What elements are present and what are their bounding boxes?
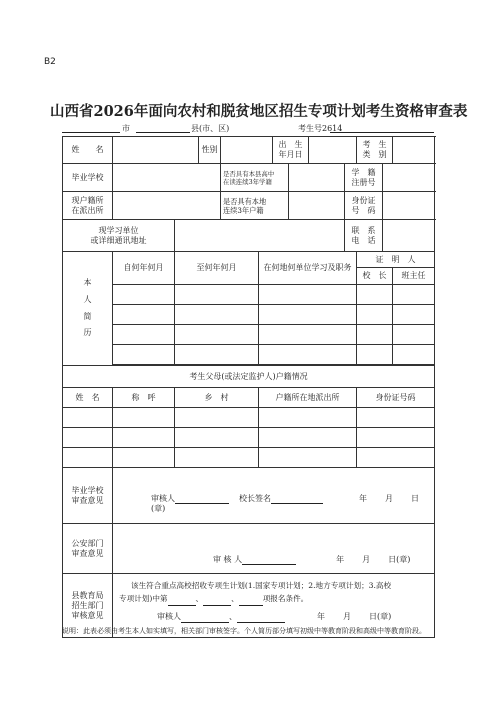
resume-cell[interactable] <box>175 285 259 305</box>
resume-label: 本 人 简 历 <box>63 252 113 366</box>
student-reg-field[interactable] <box>383 164 435 192</box>
parent-col-id: 身份证号码 <box>357 388 435 408</box>
id-no-label: 身份证 号 码 <box>345 192 383 220</box>
parent-cell[interactable] <box>357 428 435 448</box>
school-review-area[interactable] <box>113 468 435 524</box>
school-field[interactable] <box>113 164 221 192</box>
parent-cell[interactable] <box>113 408 175 428</box>
day-label: 日(章) <box>388 555 411 564</box>
parent-cell[interactable] <box>113 428 175 448</box>
county-underline <box>136 132 190 133</box>
parents-section-title: 考生父母(或法定监护人)户籍情况 <box>63 366 435 388</box>
plan-no-line-2[interactable] <box>203 597 231 606</box>
separator: 、 <box>195 593 204 603</box>
bureau-text-b2: 项报名条件。 <box>262 593 309 603</box>
resume-cell[interactable] <box>393 305 435 325</box>
resume-cell[interactable] <box>259 285 357 305</box>
resume-cell[interactable] <box>175 345 259 365</box>
resume-cell[interactable] <box>113 325 175 345</box>
parent-cell[interactable] <box>63 408 113 428</box>
school-reviewer-label: 审核人 <box>151 494 175 503</box>
bureau-text-b1: 专项计划)中第 <box>119 593 168 603</box>
month-label: 月 <box>343 611 351 621</box>
parent-col-name: 姓 名 <box>63 388 113 408</box>
school-reviewer-line[interactable] <box>175 495 229 504</box>
school-label: 毕业学校 <box>63 164 113 192</box>
resume-cell[interactable] <box>393 345 435 365</box>
parent-col-police: 户籍所在地派出所 <box>259 388 357 408</box>
resume-cell[interactable] <box>113 305 175 325</box>
page-code: B2 <box>44 57 56 67</box>
resume-from-header: 自何年何月 <box>113 252 175 285</box>
parent-cell[interactable] <box>175 428 259 448</box>
address-field[interactable] <box>175 220 345 252</box>
student-reg-label: 学 籍 注册号 <box>345 164 383 192</box>
resume-cell[interactable] <box>259 345 357 365</box>
category-field[interactable] <box>393 137 435 164</box>
police-review-label: 公安部门 审查意见 <box>63 524 113 574</box>
county-label: 县(市、区) <box>191 124 230 133</box>
school-review-label: 毕业学校 审查意见 <box>63 468 113 524</box>
name-field[interactable] <box>113 137 199 164</box>
resume-cell[interactable] <box>259 325 357 345</box>
resume-cell[interactable] <box>175 305 259 325</box>
plan-no-line-3[interactable] <box>239 597 263 606</box>
resume-where-header: 在何地何单位学习及职务 <box>259 252 357 285</box>
witness-header: 证 明 人 <box>357 252 435 268</box>
year-label: 年 <box>359 494 367 503</box>
city-label: 市 <box>122 124 130 133</box>
bureau-review-label: 县教育局 招生部门 审核意见 <box>63 574 113 638</box>
police-station-label: 现户籍所 在派出所 <box>63 192 113 220</box>
separator: 、 <box>229 611 237 621</box>
parent-cell[interactable] <box>259 428 357 448</box>
exam-no-underline <box>330 132 434 133</box>
police-review-area[interactable] <box>113 524 435 574</box>
police-reviewer-line[interactable] <box>242 556 296 565</box>
exam-no-value: 2614 <box>322 124 343 133</box>
phone-label: 联 系 电 话 <box>345 220 383 252</box>
birth-label: 出 生 年月日 <box>273 137 309 164</box>
principal-sign-label: 校长签名 <box>239 494 271 503</box>
year-label: 年 <box>336 555 345 564</box>
month-label: 月 <box>362 555 371 564</box>
city-underline <box>62 132 120 133</box>
day-label: 日(章) <box>369 611 392 621</box>
resume-cell[interactable] <box>357 285 393 305</box>
police-reviewer-label: 审 核 人 <box>213 555 243 564</box>
month-label: 月 <box>385 494 393 503</box>
exam-no-label: 考生号2614 <box>298 124 343 133</box>
parent-cell[interactable] <box>357 408 435 428</box>
plan-no-line-1[interactable] <box>168 597 196 606</box>
resume-cell[interactable] <box>113 345 175 365</box>
resume-cell[interactable] <box>357 305 393 325</box>
day-label: 日(章) <box>151 494 419 513</box>
bureau-text-a: 该生符合重点高校招收专项生计划(1.国家专项计划；2.地方专项计划；3.高校 <box>131 581 392 590</box>
resume-cell[interactable] <box>393 325 435 345</box>
parent-col-village: 乡 村 <box>175 388 259 408</box>
resume-cell[interactable] <box>393 285 435 305</box>
address-label: 现学习单位 或详细通讯地址 <box>63 220 175 252</box>
separator: 、 <box>231 593 239 603</box>
parent-cell[interactable] <box>259 408 357 428</box>
year-label: 年 <box>317 611 325 621</box>
teacher-header: 班主任 <box>393 268 435 285</box>
parent-cell[interactable] <box>357 448 435 468</box>
principal-sign-line[interactable] <box>271 495 323 504</box>
category-label: 考 生 类 别 <box>357 137 393 164</box>
birth-field[interactable] <box>309 137 357 164</box>
resume-cell[interactable] <box>175 325 259 345</box>
resume-cell[interactable] <box>357 325 393 345</box>
parent-cell[interactable] <box>259 448 357 468</box>
id-no-field[interactable] <box>383 192 435 220</box>
parent-cell[interactable] <box>63 448 113 468</box>
parent-cell[interactable] <box>175 448 259 468</box>
high-school-answer[interactable] <box>289 164 345 192</box>
resume-cell[interactable] <box>357 345 393 365</box>
review-form-table <box>62 136 435 638</box>
bureau-reviewer-line-1[interactable] <box>181 614 229 623</box>
name-label: 姓 名 <box>63 137 113 164</box>
police-station-field[interactable] <box>113 192 221 220</box>
resume-to-header: 至何年何月 <box>175 252 259 285</box>
resume-cell[interactable] <box>113 285 175 305</box>
gender-label: 性别 <box>199 137 221 164</box>
gender-field[interactable] <box>221 137 273 164</box>
form-note: 说明：此表必须由考生本人如实填写，相关部门审核签字。个人简历部分填写初级中等教育阶段和高级中等教育阶段。 <box>62 627 426 635</box>
phone-field[interactable] <box>383 220 435 252</box>
parent-cell[interactable] <box>113 448 175 468</box>
household-question: 是否具有本地 连续3年户籍 <box>221 192 289 220</box>
household-answer[interactable] <box>289 192 345 220</box>
resume-cell[interactable] <box>259 305 357 325</box>
form-title: 山西省2026年面向农村和脱贫地区招生专项计划考生资格审查表 <box>50 103 468 120</box>
parent-cell[interactable] <box>175 408 259 428</box>
high-school-question: 是否具有本县高中 在读连续3年学籍 <box>221 164 289 192</box>
bureau-reviewer-label: 审核人 <box>157 611 181 621</box>
principal-header: 校 长 <box>357 268 393 285</box>
parent-col-relation: 称 呼 <box>113 388 175 408</box>
bureau-reviewer-line-2[interactable] <box>237 614 285 623</box>
parent-cell[interactable] <box>63 428 113 448</box>
